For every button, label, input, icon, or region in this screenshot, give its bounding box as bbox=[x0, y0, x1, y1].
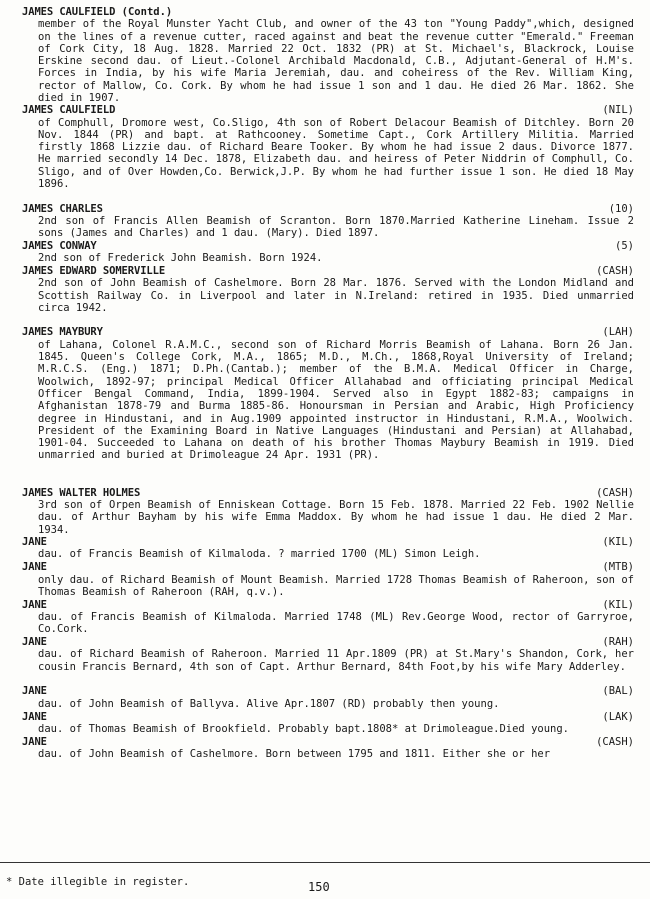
entry-name: JAMES CAULFIELD bbox=[22, 6, 116, 18]
entry-text: of Lahana, Colonel R.A.M.C., second son of Richard Morris Beamish of Lahana. Born 26 Jan. 1845. Queen's College Cork, M.A., 1865; M.D., M.Ch., 1868,Royal University of Ireland; M.R.C.S. (Eng.) 1871; D.Ph.(Cantab.); member of the B.M.A. Medical Officer in Charge, Woolwich, 1892-97; principal Medical Officer Allahabad and officiating principal Medical Officer Bengal Command, India, 1899-1904. Served also in Egypt 1882-83; campaigns in Afghanistan 1878-79 and Burma 1885-86. Honoursman in Persian and Arabic, High Proficiency degree in Hindustani, and in Aug.1909 appointed instructor in Hindustani, R.M.A., Woolwich. President of the Examining Board in Native Languages (Hindustani and Persian) at Allahabad, 1901-04. Succeeded to Lahana on death of his brother Thomas Maybury Beamish in 1919. Died unmarried and buried at Drimoleague 24 Apr. 1931 (PR). bbox=[38, 338, 634, 462]
entry-jane-mtb bbox=[22, 561, 634, 598]
entry-header bbox=[22, 711, 634, 723]
entry-code: (KIL) bbox=[602, 598, 634, 611]
entry-header bbox=[22, 203, 634, 215]
entry-code: (RAH) bbox=[602, 635, 634, 648]
page-number: 150 bbox=[308, 880, 330, 894]
entry-jane-lak bbox=[22, 711, 634, 736]
entry-text: 3rd son of Orpen Beamish of Enniskean Cottage. Born 15 Feb. 1878. Married 22 Feb. 1902 Nellie dau. of Arthur Bayham by his wife Emma Maddox. By whom he had issue 1 dau. He died 2 Mar. 1934. bbox=[38, 499, 634, 536]
entry-header bbox=[22, 240, 634, 252]
entry-name: JANE bbox=[22, 598, 47, 611]
entry-text: dau. of Richard Beamish of Raheroon. Married 11 Apr.1809 (PR) at St.Mary's Shandon, Cork, her cousin Francis Bernard, 4th son of Capt. Arthur Bernard, 84th Foot,by his wife Mary Adderley. bbox=[38, 648, 634, 673]
entry-james-caulfield bbox=[22, 104, 634, 202]
entry-name: JAMES CAULFIELD bbox=[22, 104, 116, 117]
entry-code: (5) bbox=[615, 239, 634, 252]
entry-text: 2nd son of Frederick John Beamish. Born 1924. bbox=[38, 252, 323, 265]
entry-text: 2nd son of John Beamish of Cashelmore. Born 28 Mar. 1876. Served with the London Midland and Scottish Railway Co. in Liverpool and later in N.Ireland: retired in 1935. Died unmarried circa 1942. bbox=[38, 277, 634, 315]
entry-code: (BAL) bbox=[602, 685, 634, 698]
entry-james-conway bbox=[22, 240, 634, 265]
entry-name: JANE bbox=[22, 685, 47, 698]
entry-james-edward-somerville bbox=[22, 265, 634, 326]
entry-name: JANE bbox=[22, 710, 47, 723]
entry-code: (KIL) bbox=[602, 536, 634, 549]
entry-code: (LAK) bbox=[602, 710, 634, 723]
entry-name: JAMES MAYBURY bbox=[22, 326, 103, 339]
entry-name: JAMES CONWAY bbox=[22, 239, 97, 252]
footnote: * Date illegible in register. bbox=[6, 876, 190, 888]
entry-name: JAMES WALTER HOLMES bbox=[22, 486, 141, 499]
entry-name: JANE bbox=[22, 561, 47, 574]
entry-text: dau. of John Beamish of Cashelmore. Born between 1795 and 1811. Either she or her bbox=[38, 748, 551, 761]
entry-name: JANE bbox=[22, 635, 47, 648]
entry-name: JAMES CHARLES bbox=[22, 202, 103, 215]
entry-code: (MTB) bbox=[602, 561, 634, 574]
entry-code: (CASH) bbox=[596, 486, 634, 499]
entry-text: dau. of John Beamish of Ballyva. Alive Apr.1807 (RD) probably then young. bbox=[38, 697, 500, 710]
entry-james-charles bbox=[22, 203, 634, 240]
entry-code: (10) bbox=[608, 202, 634, 215]
entry-text: dau. of Francis Beamish of Kilmaloda. Married 1748 (ML) Rev.George Wood, rector of Garryroe, Co.Cork. bbox=[38, 610, 634, 636]
entry-james-caulfield-contd bbox=[22, 6, 634, 104]
entry-code: (LAH) bbox=[602, 326, 634, 339]
entry-james-maybury bbox=[22, 326, 634, 486]
entry-text: of Comphull, Dromore west, Co.Sligo, 4th son of Robert Delacour Beamish of Ditchley. Born 20 Nov. 1844 (PR) and bapt. at Rathcooney. Sometime Capt., Cork Artillery Militia. Married firstly 1868 Lizzie dau. of Richard Beare Tooker. By whom he had issue 2 daus. Divorce 1877. He married secondly 14 Dec. 1878, Elizabeth dau. and heiress of Peter Niddrin of Comphull, Co. Sligo, and of Over Howden,Co. Berwick,J.P. By whom he had further issue 1 son. He died 18 May 1896. bbox=[38, 116, 634, 191]
entry-jane-bal bbox=[22, 685, 634, 710]
entry-jane-kil-2 bbox=[22, 599, 634, 636]
entry-header bbox=[22, 265, 634, 277]
entry-header bbox=[22, 636, 634, 648]
entry-jane-rah bbox=[22, 636, 634, 685]
entry-header bbox=[22, 104, 634, 116]
entry-header bbox=[22, 685, 634, 697]
entry-text: only dau. of Richard Beamish of Mount Beamish. Married 1728 Thomas Beamish of Raheroon, son of Thomas Beamish of Raheroon (RAH, q.v.). bbox=[38, 573, 634, 598]
entry-header bbox=[22, 736, 634, 748]
entry-name: JAMES EDWARD SOMERVILLE bbox=[22, 265, 166, 278]
entry-text: dau. of Thomas Beamish of Brookfield. Probably bapt.1808* at Drimoleague.Died young. bbox=[38, 722, 570, 735]
entry-header bbox=[22, 599, 634, 611]
entry-jane-cash bbox=[22, 736, 634, 761]
entry-header bbox=[22, 561, 634, 573]
entry-name: JANE bbox=[22, 536, 47, 549]
entry-header bbox=[22, 536, 634, 548]
entry-header bbox=[22, 326, 634, 338]
entry-james-walter-holmes bbox=[22, 487, 634, 536]
entry-jane-kil-1 bbox=[22, 536, 634, 561]
entry-header bbox=[22, 6, 634, 18]
entry-suffix: (Contd.) bbox=[121, 6, 173, 18]
footnote-divider bbox=[0, 862, 650, 863]
entry-code: (NIL) bbox=[602, 104, 634, 117]
entry-text: dau. of Francis Beamish of Kilmaloda. ? married 1700 (ML) Simon Leigh. bbox=[38, 548, 481, 561]
entry-code: (CASH) bbox=[596, 735, 634, 748]
entry-text: 2nd son of Francis Allen Beamish of Scranton. Born 1870.Married Katherine Lineham. Issue 2 sons (James and Charles) and 1 dau. (Mary). Died 1897. bbox=[38, 214, 634, 240]
entry-code: (CASH) bbox=[596, 265, 634, 278]
entry-header bbox=[22, 487, 634, 499]
entry-text: member of the Royal Munster Yacht Club, and owner of the 43 ton "Young Paddy",which, designed on the lines of a revenue cutter, raced against and beat the revenue cutter "Emerald." Freeman of Cork City, 18 Aug. 1828. Married 22 Oct. 1832 (PR) at St. Michael's, Blackrock, Louise Erskine second dau. of Lieut.-Colonel Archibald Macdonald, C.B., Adjutant-General of H.M's. Forces in India, by his wife Maria Jeremiah, dau. and coheiress of the Rev. William King, rector of Mallow, Co. Cork. By whom he had issue 1 son and 1 dau. He died 26 Mar. 1862. She died in 1907. bbox=[38, 18, 634, 105]
entry-name: JANE bbox=[22, 735, 47, 748]
